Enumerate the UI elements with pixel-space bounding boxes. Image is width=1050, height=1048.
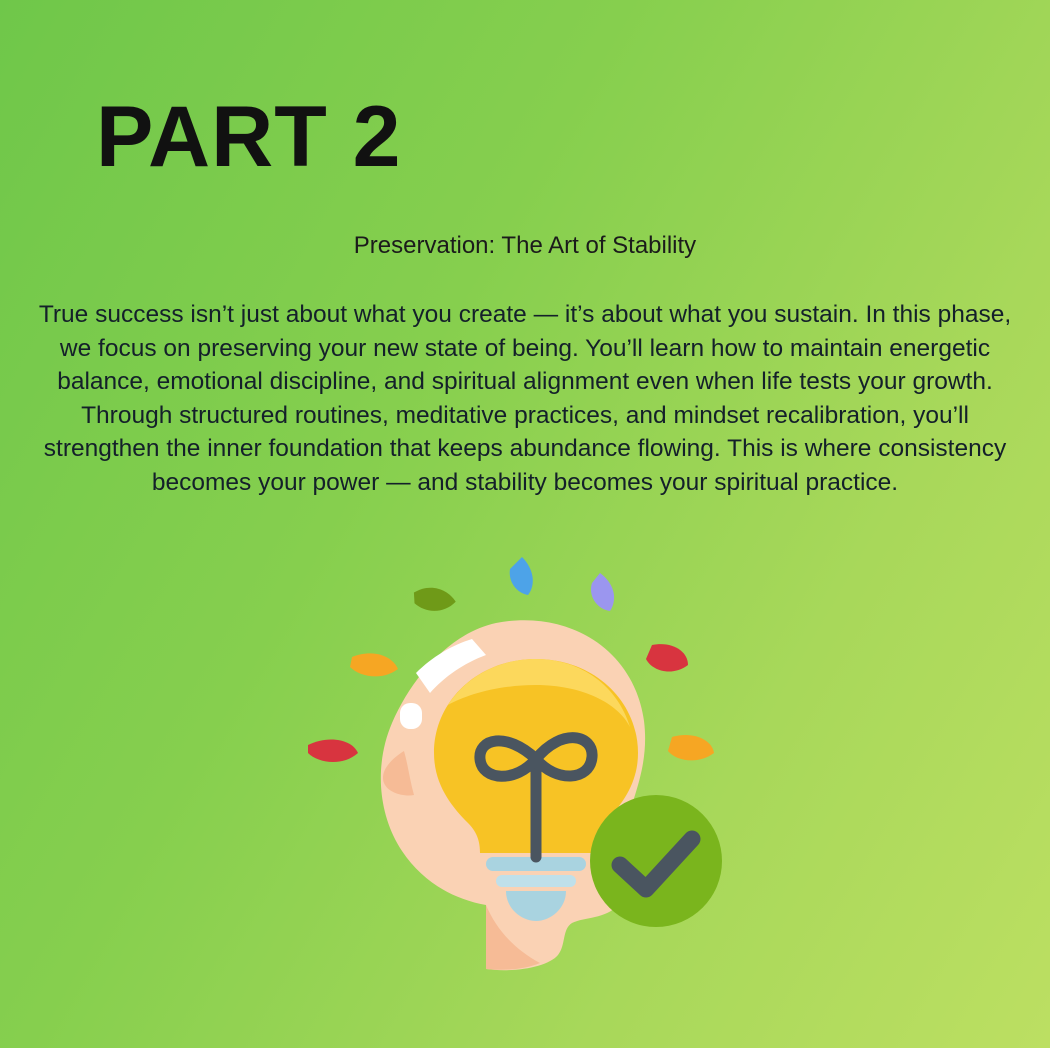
petal-orange-left-icon — [350, 653, 398, 676]
check-badge-icon — [590, 795, 722, 927]
petal-red-right-icon — [646, 644, 688, 671]
petal-purple-icon — [591, 573, 614, 611]
petal-blue-icon — [510, 557, 533, 595]
petal-green-icon — [410, 578, 456, 620]
petal-orange-right-icon — [668, 735, 714, 760]
head-with-lightbulb-idea-illustration — [300, 545, 760, 985]
petal-red-left-icon — [308, 739, 358, 762]
page-title: PART 2 — [96, 89, 402, 185]
page-subtitle: Preservation: The Art of Stability — [353, 232, 697, 259]
body-paragraph: True success isn’t just about what you create — it’s about what you sustain. In this phase, we focus on preserving your new state of being. You’ll learn how to maintain energetic balance, emotional discipline, and spiritual alignment even when life tests your growth. Through structured routines, meditative practices, and mindset recalibration, you’ll strengthen the inner foundation that keeps abundance flowing. This is where consistency becomes your power — and stability becomes your spiritual practice. — [38, 301, 1012, 496]
